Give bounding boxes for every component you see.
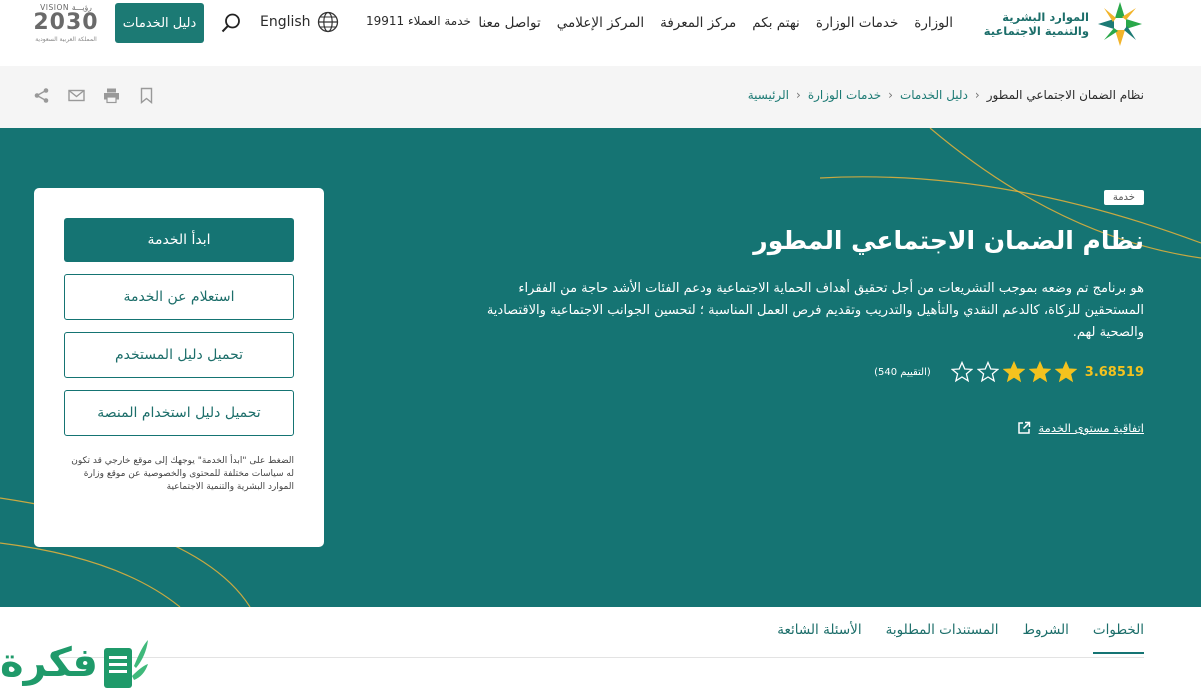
service-description: هو برنامج تم وضعه بموجب التشريعات من أجل تحقيق أهداف الحماية الاجتماعية ودعم الفئات الأشد حاجة من الفقراء المستحقين للزكاة، كالدعم النقدي والتأهيل والتدريب وتقديم فرص العمل المناسبة ؛ لتحسين الجوانب الاجتماعية والاقتصادية والصحية لهم. <box>486 281 1144 340</box>
rating-count: (التقييم 540) <box>874 366 931 378</box>
vision-2030-logo[interactable] <box>33 3 99 45</box>
external-site-note: الضغط على "ابدأ الخدمة" يوجهك إلى موقع خارجي قد تكون له سياسات مختلفة للمحتوى والخصوصية عن موقع وزارة الموارد البشرية والتنمية الاجتماعية <box>71 456 294 492</box>
service-actions-card <box>34 188 324 547</box>
ministry-emblem-icon <box>1095 0 1145 50</box>
service-type-badge: خدمة <box>1104 190 1144 205</box>
nav-ministry-services[interactable]: خدمات الوزارة <box>815 15 899 31</box>
watermark-text: فكرة <box>0 640 98 686</box>
customer-service-hotline[interactable]: خدمة العملاء 19911 <box>366 14 471 28</box>
chevron-left-icon: ‹ <box>974 88 980 102</box>
email-icon[interactable] <box>68 87 85 104</box>
star-filled-icon[interactable] <box>1055 361 1077 383</box>
search-icon[interactable] <box>220 12 242 34</box>
language-switch[interactable] <box>260 11 339 33</box>
ministry-logo-line1: الموارد البشرية <box>1002 10 1089 24</box>
sla-link-label: اتفاقية مستوى الخدمة <box>1038 421 1144 435</box>
ministry-logo-text <box>979 10 1089 38</box>
tab-steps[interactable]: الخطوات <box>1093 618 1144 654</box>
nav-contact-us[interactable]: تواصل معنا <box>478 15 541 31</box>
breadcrumb <box>748 88 1144 102</box>
bookmark-icon[interactable] <box>138 87 155 104</box>
watermark-logo <box>0 632 155 697</box>
vision-logo-year: 2030 <box>33 10 99 35</box>
external-link-icon <box>1017 421 1031 435</box>
language-label: English <box>260 14 311 30</box>
service-tabs <box>753 618 1144 654</box>
site-header <box>0 0 1201 66</box>
vision-logo-bottom: المملكة العربية السعودية <box>35 36 97 43</box>
page-tools <box>33 87 155 104</box>
breadcrumb-services-guide[interactable]: دليل الخدمات <box>899 88 968 102</box>
breadcrumb-current: نظام الضمان الاجتماعي المطور <box>986 88 1144 102</box>
download-platform-guide-button[interactable]: تحميل دليل استخدام المنصة <box>64 390 294 436</box>
rating-value: 3.68519 <box>1084 364 1144 380</box>
nav-knowledge-center[interactable]: مركز المعرفة <box>660 15 737 31</box>
chevron-left-icon: ‹ <box>888 88 893 102</box>
breadcrumb-bar <box>0 66 1201 128</box>
service-title: نظام الضمان الاجتماعي المطور <box>753 226 1144 255</box>
sla-link[interactable] <box>1017 421 1144 435</box>
vision-logo-top: VISION رؤيـــة <box>40 3 92 12</box>
star-filled-icon[interactable] <box>1003 361 1025 383</box>
start-service-button[interactable]: ابدأ الخدمة <box>64 218 294 262</box>
main-nav <box>470 12 961 34</box>
download-user-guide-button[interactable]: تحميل دليل المستخدم <box>64 332 294 378</box>
tabs-divider <box>57 657 1144 658</box>
nav-we-care[interactable]: نهتم بكم <box>752 15 800 31</box>
book-leaf-icon <box>98 636 150 694</box>
breadcrumb-ministry-services[interactable]: خدمات الوزارة <box>807 88 882 102</box>
star-empty-icon[interactable] <box>951 361 973 383</box>
service-rating <box>874 361 1144 383</box>
nav-ministry[interactable]: الوزارة <box>914 15 953 31</box>
service-hero <box>0 128 1201 607</box>
nav-media-center[interactable]: المركز الإعلامي <box>556 15 645 31</box>
tab-required-documents[interactable]: المستندات المطلوبة <box>885 622 999 638</box>
tab-conditions[interactable]: الشروط <box>1022 622 1069 638</box>
star-empty-icon[interactable] <box>977 361 999 383</box>
share-icon[interactable] <box>33 87 50 104</box>
star-filled-icon[interactable] <box>1029 361 1051 383</box>
print-icon[interactable] <box>103 87 120 104</box>
ministry-logo-line2: والتنمية الاجتماعية <box>983 24 1089 38</box>
rating-stars[interactable] <box>951 361 1077 383</box>
chevron-left-icon: ‹ <box>796 88 801 102</box>
tab-faq[interactable]: الأسئلة الشائعة <box>777 622 862 638</box>
globe-icon <box>317 11 339 33</box>
inquiry-button[interactable]: استعلام عن الخدمة <box>64 274 294 320</box>
breadcrumb-home[interactable]: الرئيسية <box>747 88 790 102</box>
ministry-logo[interactable] <box>975 0 1145 50</box>
services-guide-button[interactable]: دليل الخدمات <box>115 3 204 43</box>
